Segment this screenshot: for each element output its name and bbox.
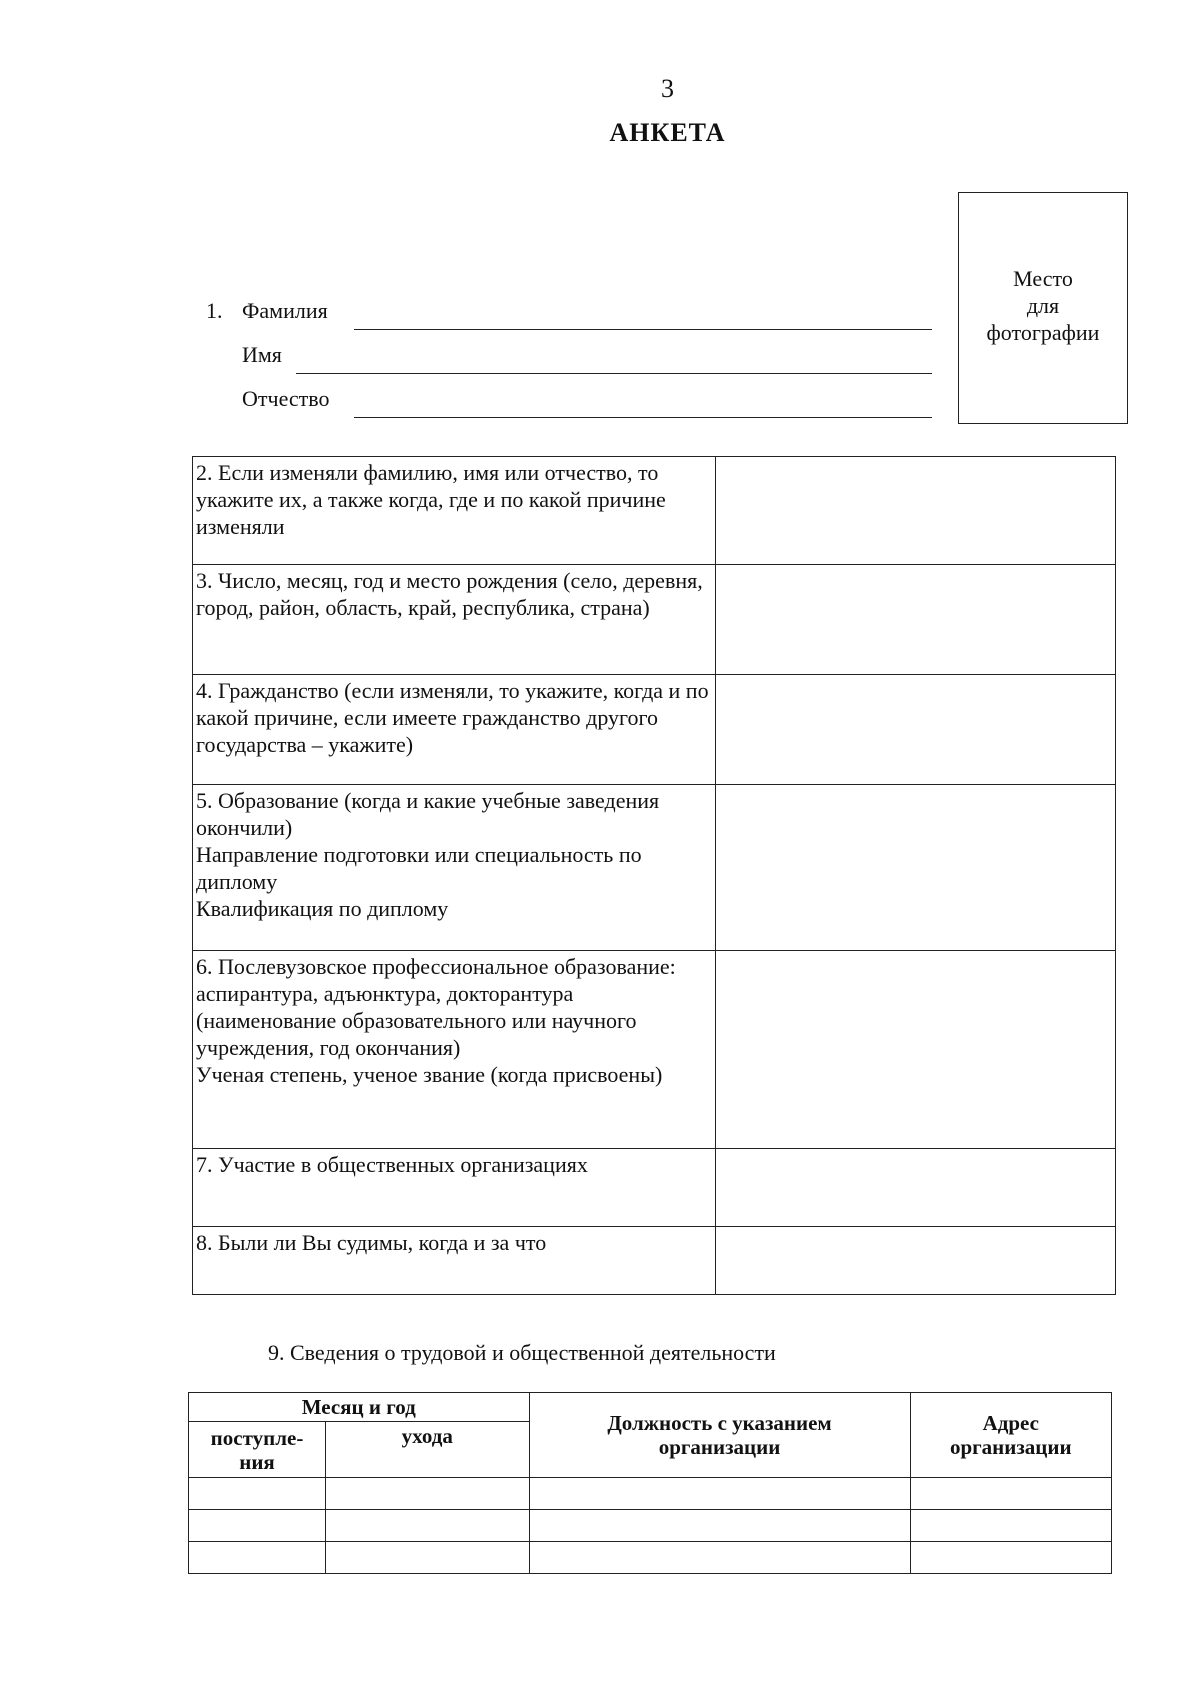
photo-placeholder-label: Место для фотографии — [986, 266, 1100, 345]
patronymic-row — [206, 380, 936, 424]
patronymic-field[interactable] — [354, 417, 932, 418]
end-date-cell[interactable] — [326, 1542, 530, 1574]
question-row — [193, 675, 1116, 785]
first-name-label: Имя — [242, 342, 282, 367]
position-cell[interactable] — [529, 1510, 910, 1542]
start-date-cell[interactable] — [189, 1542, 326, 1574]
position-cell[interactable] — [529, 1542, 910, 1574]
name-fields — [206, 292, 936, 424]
position-header: Должность с указанием организации — [529, 1393, 910, 1478]
question-row — [193, 1227, 1116, 1295]
position-cell[interactable] — [529, 1478, 910, 1510]
photo-placeholder[interactable] — [958, 192, 1128, 424]
end-date-cell[interactable] — [326, 1478, 530, 1510]
page-number: 3 — [661, 74, 674, 103]
start-date-cell[interactable] — [189, 1478, 326, 1510]
answer-field[interactable] — [716, 951, 1116, 1149]
question-text: 4. Гражданство (если изменяли, то укажите, когда и по какой причине, если имеете гражданство другого государства – укажите) — [193, 675, 716, 785]
address-header: Адрес организации — [910, 1393, 1111, 1478]
question-row — [193, 457, 1116, 565]
month-year-header: Месяц и год — [189, 1393, 530, 1422]
question-row — [193, 785, 1116, 951]
question-row — [193, 951, 1116, 1149]
answer-field[interactable] — [716, 565, 1116, 675]
table-row — [189, 1510, 1112, 1542]
surname-label: Фамилия — [242, 298, 328, 323]
answer-field[interactable] — [716, 1149, 1116, 1227]
end-date-cell[interactable] — [326, 1510, 530, 1542]
answer-field[interactable] — [716, 457, 1116, 565]
first-name-row — [206, 336, 936, 380]
questions-table — [192, 456, 1116, 1295]
work-history-table — [188, 1392, 1112, 1574]
first-name-field[interactable] — [296, 373, 932, 374]
surname-row — [206, 292, 936, 336]
item-number: 1. — [206, 298, 223, 323]
question-text: 6. Послевузовское профессиональное образование: аспирантура, адъюнктура, докторантура (наименование образовательного или научного учреждения, год окончания) Ученая степень, ученое звание (когда присвоены) — [193, 951, 716, 1149]
question-text: 5. Образование (когда и какие учебные заведения окончили) Направление подготовки или специальность по диплому Квалификация по диплому — [193, 785, 716, 951]
answer-field[interactable] — [716, 1227, 1116, 1295]
question-text: 2. Если изменяли фамилию, имя или отчество, то укажите их, а также когда, где и по какой причине изменяли — [193, 457, 716, 565]
table-row — [189, 1478, 1112, 1510]
answer-field[interactable] — [716, 675, 1116, 785]
document-title: АНКЕТА — [609, 118, 726, 147]
address-cell[interactable] — [910, 1478, 1111, 1510]
answer-field[interactable] — [716, 785, 1116, 951]
question-text: 8. Были ли Вы судимы, когда и за что — [193, 1227, 716, 1295]
question-text: 7. Участие в общественных организациях — [193, 1149, 716, 1227]
table-row — [189, 1542, 1112, 1574]
end-date-header: ухода — [326, 1422, 530, 1478]
start-date-cell[interactable] — [189, 1510, 326, 1542]
question-text: 3. Число, месяц, год и место рождения (село, деревня, город, район, область, край, республика, страна) — [193, 565, 716, 675]
section-9-title: 9. Сведения о трудовой и общественной деятельности — [268, 1340, 776, 1365]
start-date-header: поступле- ния — [189, 1422, 326, 1478]
surname-field[interactable] — [354, 329, 932, 330]
address-cell[interactable] — [910, 1510, 1111, 1542]
patronymic-label: Отчество — [242, 386, 330, 411]
question-row — [193, 1149, 1116, 1227]
question-row — [193, 565, 1116, 675]
address-cell[interactable] — [910, 1542, 1111, 1574]
